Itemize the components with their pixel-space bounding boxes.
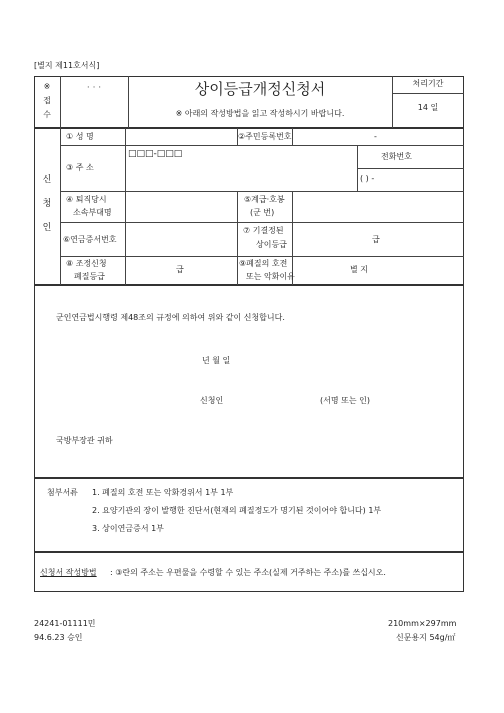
addressee: 국방부장관 귀하 <box>56 436 113 445</box>
approval-date: 94.6.23 승인 <box>34 633 83 642</box>
rank-input[interactable] <box>293 192 463 221</box>
statement-text: 군인연금법시행령 제48조의 규정에 의하여 위와 같이 신청합니다. <box>56 313 285 322</box>
attachment-item-2: 2. 요양기관의 장이 발행한 진단서(현재의 폐질정도가 명기된 것이어야 합니다) 1부 <box>92 506 382 515</box>
phone-input[interactable]: ( ) - <box>360 174 375 183</box>
form-code: 24241-01111민 <box>34 619 96 628</box>
paper-size: 210mm×297mm <box>388 619 457 628</box>
applicant-signature-label: 신청인 <box>200 396 224 405</box>
form-subtitle: ※ 아래의 작성방법을 읽고 작성하시기 바랍니다. <box>175 109 345 118</box>
attachment-item-1: 1. 폐질의 호전 또는 악화경위서 1부 1부 <box>92 488 234 497</box>
signature-field[interactable]: (서명 또는 인) <box>320 396 370 405</box>
fixed-grade-label-2: 상이등급 <box>256 240 287 249</box>
processing-period-label: 처리기간 <box>412 79 444 88</box>
divider <box>292 128 293 145</box>
applicant-side-label-3: 인 <box>42 223 52 233</box>
divider <box>60 222 464 223</box>
fixed-grade-label-1: ⑦ 기결정된 <box>243 226 284 235</box>
rank-label-1: ⑤계급·호봉 <box>244 195 285 204</box>
instructions-text: : ③란의 주소는 우편물을 수령할 수 있는 주소(실제 거주하는 주소)를 쓰십시오. <box>110 568 386 577</box>
name-input[interactable] <box>126 129 236 144</box>
form-reference: [별지 제11호서식] <box>34 61 100 70</box>
receipt-label-2: 접 <box>43 96 51 105</box>
divider <box>392 93 464 94</box>
divider <box>237 191 238 285</box>
unit-label-1: ④ 퇴직당시 <box>66 195 107 204</box>
address-input[interactable] <box>126 162 356 190</box>
phone-label: 전화번호 <box>381 152 412 161</box>
fixed-grade-input[interactable]: 급 <box>372 235 380 244</box>
unit-label-2: 소속부대명 <box>73 208 112 217</box>
receipt-label-3: 수 <box>43 110 51 119</box>
attachments-label: 첨부서류 <box>47 488 78 497</box>
paper-type: 신문용지 54g/㎡ <box>396 633 456 642</box>
pension-input[interactable] <box>126 223 236 255</box>
rank-label-2: (군 번) <box>250 208 275 217</box>
receipt-date-field[interactable]: · · · <box>86 83 102 93</box>
applicant-side-label-2: 청 <box>42 199 52 209</box>
reason-input[interactable]: 별 지 <box>350 265 368 274</box>
name-label: ① 성 명 <box>66 132 94 141</box>
divider <box>357 168 464 169</box>
adjust-label-1: ⑧ 조정신청 <box>66 259 107 268</box>
address-label: ③ 주 소 <box>66 163 94 172</box>
postal-code-input[interactable]: □□□-□□□ <box>128 149 183 159</box>
reason-label-2: 또는 악화이유 <box>246 272 295 281</box>
adjust-label-2: 폐질등급 <box>74 272 105 281</box>
applicant-side-label-1: 신 <box>42 175 52 185</box>
receipt-label-1: ※ <box>43 82 51 91</box>
processing-period-value: 14 일 <box>417 103 439 112</box>
divider <box>60 128 61 285</box>
form-title: 상이등급개정신청서 <box>194 80 326 98</box>
divider <box>60 145 464 146</box>
pension-label: ⑥연금증서번호 <box>63 235 117 244</box>
rrn-label: ②주민등록번호 <box>238 132 292 141</box>
adjust-grade-input[interactable]: 급 <box>176 265 184 274</box>
instructions-label: 신청서 작성방법 <box>40 568 97 577</box>
attachment-item-3: 3. 상이연금증서 1부 <box>92 524 164 533</box>
reason-label-1: ⑨폐질의 호전 <box>239 259 288 268</box>
rrn-input[interactable]: - <box>374 132 377 141</box>
unit-input[interactable] <box>126 192 236 221</box>
date-line[interactable]: 년 월 일 <box>202 356 231 365</box>
divider <box>60 256 464 257</box>
